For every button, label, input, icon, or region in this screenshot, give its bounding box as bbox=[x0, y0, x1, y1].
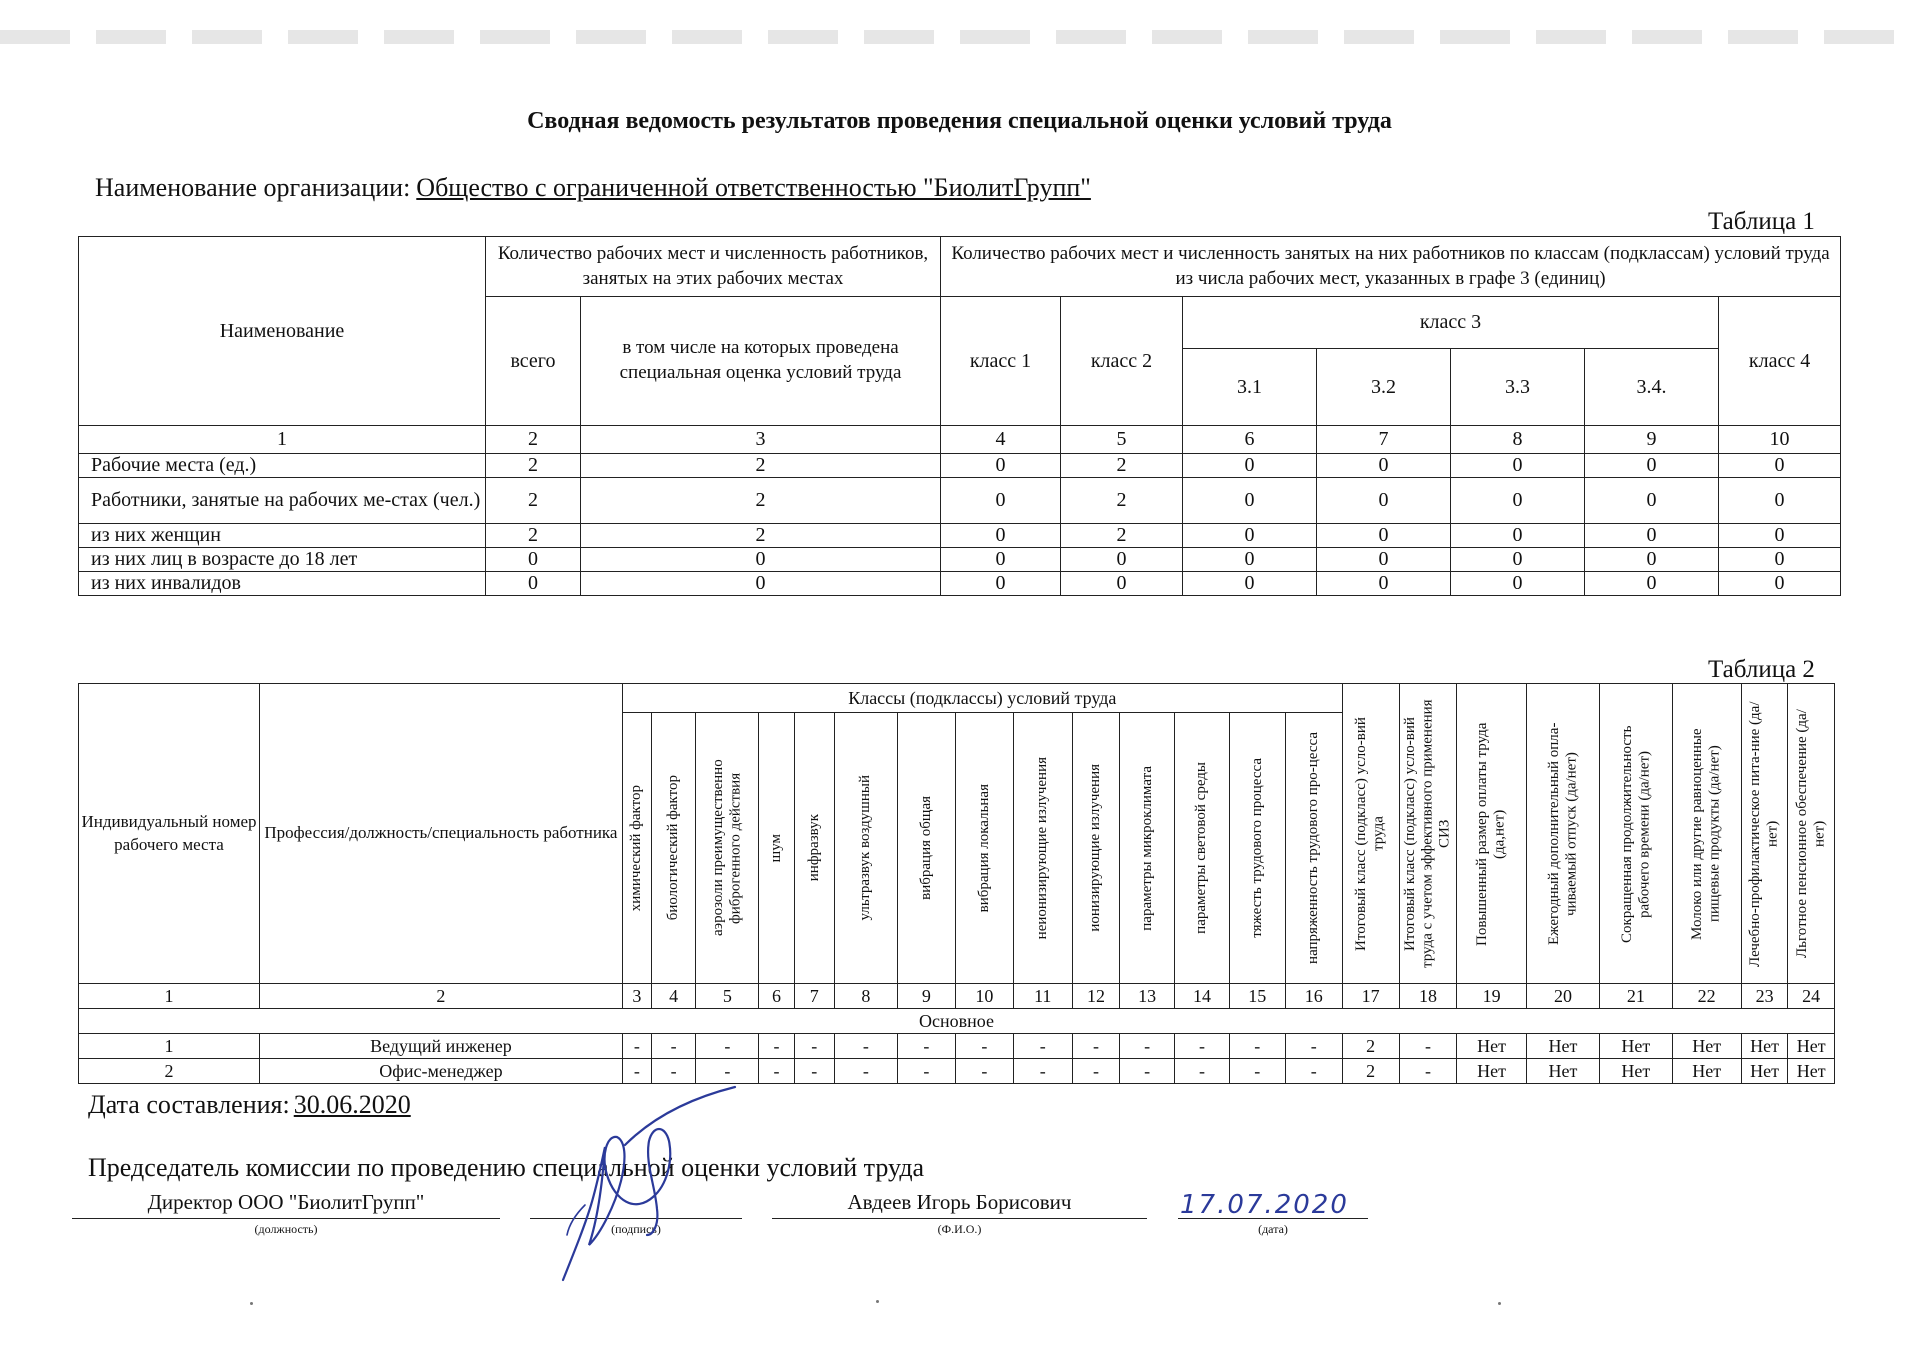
t2-header-factor: параметры световой среды bbox=[1175, 713, 1230, 984]
scan-speck bbox=[876, 1300, 879, 1303]
t1-cell: 2 bbox=[581, 524, 941, 548]
t1-cell: 0 bbox=[1451, 478, 1585, 524]
t2-col-number: 7 bbox=[794, 984, 834, 1009]
handwritten-signature bbox=[545, 1085, 745, 1285]
t2-cell: - bbox=[696, 1059, 759, 1084]
t2-col-number: 24 bbox=[1788, 984, 1835, 1009]
position-caption: (должность) bbox=[254, 1222, 318, 1236]
t2-cell: Нет bbox=[1526, 1059, 1599, 1084]
t1-cell: 0 bbox=[1585, 524, 1719, 548]
t2-header-factor: вибрация общая bbox=[897, 713, 955, 984]
t2-header-summary-3: Повышенный размер оплаты труда (да,нет) bbox=[1457, 684, 1526, 984]
t1-cell: 0 bbox=[941, 454, 1061, 478]
t2-cell: - bbox=[1399, 1034, 1457, 1059]
t1-cell: 0 bbox=[1719, 478, 1841, 524]
t2-cell: - bbox=[1175, 1034, 1230, 1059]
t2-cell: - bbox=[897, 1059, 955, 1084]
t1-row-name: Рабочие места (ед.) bbox=[79, 454, 486, 478]
t2-cell: - bbox=[1229, 1059, 1285, 1084]
t1-header-class2: класс 2 bbox=[1061, 297, 1183, 426]
t2-col-number: 6 bbox=[759, 984, 794, 1009]
t2-col-number: 17 bbox=[1342, 984, 1399, 1009]
t1-cell: 0 bbox=[941, 524, 1061, 548]
t2-cell: Нет bbox=[1457, 1034, 1526, 1059]
t2-row bbox=[79, 1059, 1835, 1084]
t1-cell: 0 bbox=[1585, 454, 1719, 478]
t1-cell: 0 bbox=[1451, 454, 1585, 478]
t1-cell: 0 bbox=[1451, 524, 1585, 548]
t2-header-factor: ультразвук воздушный bbox=[834, 713, 897, 984]
t1-header-class1: класс 1 bbox=[941, 297, 1061, 426]
t2-col-number: 19 bbox=[1457, 984, 1526, 1009]
table1-label: Таблица 1 bbox=[1708, 208, 1815, 235]
t2-col-number: 13 bbox=[1120, 984, 1175, 1009]
t1-cell: 0 bbox=[1317, 454, 1451, 478]
t2-cell: - bbox=[1229, 1034, 1285, 1059]
signature-caption: (подпись) bbox=[611, 1222, 661, 1236]
t2-cell: Нет bbox=[1788, 1059, 1835, 1084]
t2-cell: Нет bbox=[1741, 1034, 1788, 1059]
t2-header-factor: аэрозоли преимущественно фиброгенного действия bbox=[696, 713, 759, 984]
t1-cell: 0 bbox=[1061, 548, 1183, 572]
t2-cell: - bbox=[1399, 1059, 1457, 1084]
t2-cell: - bbox=[834, 1059, 897, 1084]
t2-cell: - bbox=[759, 1059, 794, 1084]
t2-cell: - bbox=[794, 1034, 834, 1059]
t1-cell: 0 bbox=[1719, 454, 1841, 478]
t2-cell: - bbox=[1072, 1034, 1120, 1059]
t2-header-summary-8: Льготное пенсионное обеспечение (да/нет) bbox=[1788, 684, 1835, 984]
organization-line bbox=[95, 173, 1091, 203]
t2-col-number: 3 bbox=[622, 984, 651, 1009]
t1-header-name: Наименование bbox=[79, 237, 486, 426]
t2-col-number: 9 bbox=[897, 984, 955, 1009]
t1-cell: 0 bbox=[1183, 572, 1317, 596]
t1-cell: 0 bbox=[1317, 478, 1451, 524]
t2-col-number: 1 bbox=[79, 984, 260, 1009]
t2-header-factor: инфразвук bbox=[794, 713, 834, 984]
t1-cell: 2 bbox=[1061, 524, 1183, 548]
date-sign-caption: (дата) bbox=[1258, 1222, 1288, 1236]
scan-speck bbox=[250, 1302, 253, 1305]
t2-cell: - bbox=[622, 1059, 651, 1084]
t2-cell: Нет bbox=[1526, 1034, 1599, 1059]
t1-cell: 0 bbox=[941, 478, 1061, 524]
t1-col-number: 2 bbox=[486, 426, 581, 454]
t2-header-factor: биологический фактор bbox=[651, 713, 695, 984]
t1-col-number: 3 bbox=[581, 426, 941, 454]
t2-col-number: 16 bbox=[1285, 984, 1342, 1009]
t2-header-summary-6: Молоко или другие равноценные пищевые продукты (да/нет) bbox=[1672, 684, 1741, 984]
t1-cell: 0 bbox=[1183, 548, 1317, 572]
t1-cell: 0 bbox=[1183, 524, 1317, 548]
t2-header-summary-7: Лечебно-профилактическое пита-ние (да/нет) bbox=[1741, 684, 1788, 984]
t2-row bbox=[79, 1034, 1835, 1059]
t2-header-factor: химический фактор bbox=[622, 713, 651, 984]
t2-cell: Нет bbox=[1788, 1034, 1835, 1059]
table2-label: Таблица 2 bbox=[1708, 656, 1815, 683]
t2-col-number: 15 bbox=[1229, 984, 1285, 1009]
t1-row bbox=[79, 524, 1841, 548]
t2-header-factor: тяжесть трудового процесса bbox=[1229, 713, 1285, 984]
t2-cell: - bbox=[955, 1034, 1013, 1059]
t2-col-number: 18 bbox=[1399, 984, 1457, 1009]
t1-row bbox=[79, 478, 1841, 524]
t1-cell: 0 bbox=[1719, 548, 1841, 572]
t2-cell: Нет bbox=[1741, 1059, 1788, 1084]
t1-cell: 0 bbox=[1317, 524, 1451, 548]
t1-header-sub-3-1: 3.1 bbox=[1183, 349, 1317, 426]
t1-cell: 2 bbox=[486, 454, 581, 478]
t2-row-profession: Офис-менеджер bbox=[259, 1059, 622, 1084]
t2-col-number: 8 bbox=[834, 984, 897, 1009]
t1-cell: 2 bbox=[1061, 454, 1183, 478]
t1-cell: 2 bbox=[486, 478, 581, 524]
t1-col-number: 10 bbox=[1719, 426, 1841, 454]
t2-header-id: Индивидуальный номер рабочего места bbox=[79, 684, 260, 984]
t1-header-count-group: Количество рабочих мест и численность работников, занятых на этих рабочих местах bbox=[486, 237, 941, 297]
handwritten-date: 17.07.2020 bbox=[1180, 1190, 1349, 1220]
date-value: 30.06.2020 bbox=[293, 1090, 411, 1119]
t1-cell: 2 bbox=[581, 454, 941, 478]
t2-header-factor: напряженность трудового про-цесса bbox=[1285, 713, 1342, 984]
t2-header-factor: ионизирующие излучения bbox=[1072, 713, 1120, 984]
t1-col-number: 6 bbox=[1183, 426, 1317, 454]
t2-cell: - bbox=[834, 1034, 897, 1059]
t2-header-summary-5: Сокращенная продолжительность рабочего времени (да/нет) bbox=[1600, 684, 1672, 984]
t2-cell: Нет bbox=[1672, 1059, 1741, 1084]
t1-row-name: из них женщин bbox=[79, 524, 486, 548]
t2-section-main: Основное bbox=[79, 1009, 1835, 1034]
t2-col-number: 23 bbox=[1741, 984, 1788, 1009]
organization-name: Общество с ограниченной ответственностью "БиолитГрупп" bbox=[416, 173, 1091, 202]
t2-cell: Нет bbox=[1600, 1034, 1672, 1059]
t1-cell: 0 bbox=[1317, 572, 1451, 596]
summary-table-1 bbox=[78, 236, 1841, 596]
t2-cell: - bbox=[1175, 1059, 1230, 1084]
t2-header-summary-4: Ежегодный дополнительный опла-чиваемый отпуск (да/нет) bbox=[1526, 684, 1599, 984]
t2-row-id: 1 bbox=[79, 1034, 260, 1059]
t1-row-name: из них лиц в возрасте до 18 лет bbox=[79, 548, 486, 572]
t2-cell: - bbox=[651, 1034, 695, 1059]
t2-cell: - bbox=[622, 1034, 651, 1059]
t1-cell: 0 bbox=[1317, 548, 1451, 572]
date-label: Дата составления: bbox=[88, 1090, 290, 1119]
position-line bbox=[72, 1218, 500, 1219]
t1-header-class4: класс 4 bbox=[1719, 297, 1841, 426]
t1-col-number: 8 bbox=[1451, 426, 1585, 454]
t2-cell: Нет bbox=[1600, 1059, 1672, 1084]
t2-col-number: 2 bbox=[259, 984, 622, 1009]
t2-header-profession: Профессия/должность/специальность работника bbox=[259, 684, 622, 984]
t2-header-factor: параметры микроклимата bbox=[1120, 713, 1175, 984]
document-title: Сводная ведомость результатов проведения специальной оценки условий труда bbox=[527, 108, 1392, 134]
t1-cell: 0 bbox=[1061, 572, 1183, 596]
t1-col-number: 1 bbox=[79, 426, 486, 454]
t2-col-number: 11 bbox=[1013, 984, 1072, 1009]
t1-row bbox=[79, 454, 1841, 478]
t2-cell: - bbox=[794, 1059, 834, 1084]
t2-cell: - bbox=[1120, 1034, 1175, 1059]
t1-cell: 0 bbox=[581, 572, 941, 596]
t2-header-factor: шум bbox=[759, 713, 794, 984]
t1-header-sub-3-4: 3.4. bbox=[1585, 349, 1719, 426]
t1-column-numbers bbox=[79, 426, 1841, 454]
t1-cell: 2 bbox=[1061, 478, 1183, 524]
t2-row-profession: Ведущий инженер bbox=[259, 1034, 622, 1059]
t2-col-number: 5 bbox=[696, 984, 759, 1009]
t2-cell: - bbox=[1072, 1059, 1120, 1084]
t1-cell: 0 bbox=[1585, 478, 1719, 524]
commission-chair-line: Председатель комиссии по проведению специальной оценки условий труда bbox=[88, 1153, 925, 1182]
position-value: Директор ООО "БиолитГрупп" bbox=[147, 1190, 425, 1214]
t2-cell: 2 bbox=[1342, 1059, 1399, 1084]
t2-cell: - bbox=[1285, 1034, 1342, 1059]
t2-cell: Нет bbox=[1672, 1034, 1741, 1059]
t1-row bbox=[79, 572, 1841, 596]
t1-header-total: всего bbox=[486, 297, 581, 426]
t2-col-number: 22 bbox=[1672, 984, 1741, 1009]
t1-cell: 0 bbox=[941, 548, 1061, 572]
t1-header-sub-3-3: 3.3 bbox=[1451, 349, 1585, 426]
t2-col-number: 20 bbox=[1526, 984, 1599, 1009]
t1-cell: 0 bbox=[1451, 572, 1585, 596]
t2-col-number: 14 bbox=[1175, 984, 1230, 1009]
t1-header-class3: класс 3 bbox=[1183, 297, 1719, 349]
t1-col-number: 9 bbox=[1585, 426, 1719, 454]
t2-cell: - bbox=[955, 1059, 1013, 1084]
fio-line bbox=[772, 1218, 1147, 1219]
t1-cell: 0 bbox=[1451, 548, 1585, 572]
t1-cell: 2 bbox=[486, 524, 581, 548]
t1-row bbox=[79, 548, 1841, 572]
t1-cell: 0 bbox=[486, 548, 581, 572]
t2-cell: - bbox=[1013, 1059, 1072, 1084]
t2-cell: Нет bbox=[1457, 1059, 1526, 1084]
t1-col-number: 7 bbox=[1317, 426, 1451, 454]
compilation-date bbox=[88, 1090, 411, 1120]
t2-header-summary-2: Итоговый класс (подкласс) усло-вий труда с учетом эффективного применения СИЗ bbox=[1399, 684, 1457, 984]
t2-cell: - bbox=[759, 1034, 794, 1059]
t2-header-factor: вибрация локальная bbox=[955, 713, 1013, 984]
t2-cell: - bbox=[696, 1034, 759, 1059]
t1-row-name: из них инвалидов bbox=[79, 572, 486, 596]
t2-cell: - bbox=[1013, 1034, 1072, 1059]
t1-cell: 0 bbox=[1585, 548, 1719, 572]
t1-cell: 0 bbox=[1585, 572, 1719, 596]
scan-artifact-strip bbox=[0, 30, 1919, 44]
t2-cell: - bbox=[1120, 1059, 1175, 1084]
t2-col-number: 4 bbox=[651, 984, 695, 1009]
t2-cell: - bbox=[897, 1034, 955, 1059]
t2-col-number: 10 bbox=[955, 984, 1013, 1009]
t2-cell: - bbox=[1285, 1059, 1342, 1084]
t1-cell: 0 bbox=[486, 572, 581, 596]
scan-speck bbox=[1498, 1302, 1501, 1305]
t2-col-number: 12 bbox=[1072, 984, 1120, 1009]
t1-header-sub-3-2: 3.2 bbox=[1317, 349, 1451, 426]
t1-col-number: 5 bbox=[1061, 426, 1183, 454]
t2-header-factor: неионизирующие излучения bbox=[1013, 713, 1072, 984]
t1-cell: 0 bbox=[1183, 478, 1317, 524]
t2-column-numbers bbox=[79, 984, 1835, 1009]
t2-cell: 2 bbox=[1342, 1034, 1399, 1059]
t2-cell: - bbox=[651, 1059, 695, 1084]
t1-row-name: Работники, занятые на рабочих ме-стах (чел.) bbox=[79, 478, 486, 524]
t1-header-class-group: Количество рабочих мест и численность занятых на них работников по классам (подклассам) условий труда из числа рабочих мест, указанных в графе 3 (единиц) bbox=[941, 237, 1841, 297]
fio-value: Авдеев Игорь Борисович bbox=[847, 1190, 1072, 1214]
summary-table-2 bbox=[78, 683, 1835, 1084]
t2-row-id: 2 bbox=[79, 1059, 260, 1084]
t1-cell: 0 bbox=[1719, 524, 1841, 548]
t1-cell: 0 bbox=[1719, 572, 1841, 596]
t2-header-summary-1: Итоговый класс (подкласс) усло-вий труда bbox=[1342, 684, 1399, 984]
t1-col-number: 4 bbox=[941, 426, 1061, 454]
t1-cell: 0 bbox=[581, 548, 941, 572]
t1-cell: 0 bbox=[1183, 454, 1317, 478]
t1-cell: 0 bbox=[941, 572, 1061, 596]
organization-label: Наименование организации: bbox=[95, 173, 411, 202]
fio-caption: (Ф.И.О.) bbox=[937, 1222, 982, 1236]
t2-header-classes: Классы (подклассы) условий труда bbox=[622, 684, 1342, 713]
t2-col-number: 21 bbox=[1600, 984, 1672, 1009]
t1-header-assessed: в том числе на которых проведена специальная оценка условий труда bbox=[581, 297, 941, 426]
t1-cell: 2 bbox=[581, 478, 941, 524]
